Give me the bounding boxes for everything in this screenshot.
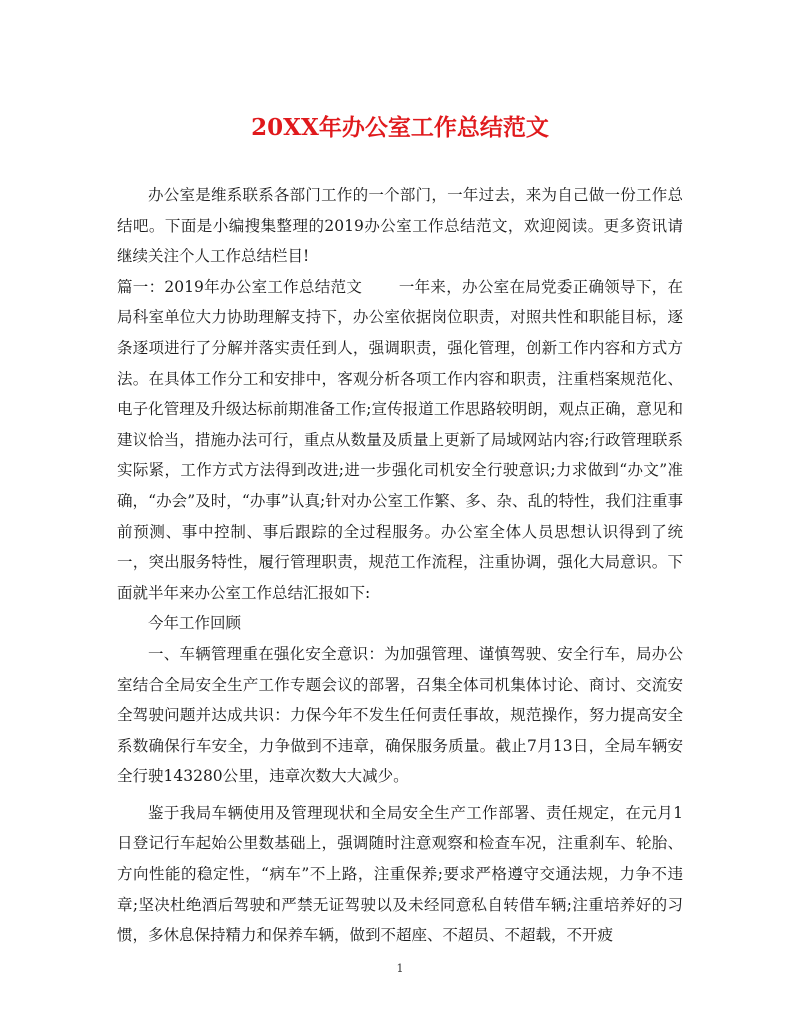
vehicle-rules-paragraph: 鉴于我局车辆使用及管理现状和全局安全生产工作部署、责任规定，在元月1日登记行车起始公里数基础上，强调随时注意观察和检查车况，注重刹车、轮胎、方向性能的稳定性，“病车”不上路，注重保养;要求严格遵守交通法规，力争不违章;坚决杜绝酒后驾驶和严禁无证驾驶以及未经同意私自转借车辆;注重培养好的习惯，多休息保持精力和保养车辆，做到不超座、不超员、不超载，不开疲 [117,803,683,945]
section-one-heading: 篇一：2019年办公室工作总结范文 [117,277,363,296]
vehicle-management-paragraph: 一、车辆管理重在强化安全意识：为加强管理、谨慎驾驶、安全行车，局办公室结合全局安全生产工作专题会议的部署，召集全体司机集体讨论、商讨、交流安全驾驶问题并达成共识：力保今年不发生任何责任事故，规范操作，努力提高安全系数确保行车安全，力争做到不违章，确保服务质量。截止7月13日，全局车辆安全行驶143280公里，违章次数大大减少。 [117,644,683,786]
page-number: 1 [396,962,404,975]
intro-paragraph: 办公室是维系联系各部门工作的一个部门，一年过去，来为自己做一份工作总结吧。下面是小编搜集整理的2019办公室工作总结范文，欢迎阅读。更多资讯请继续关注个人工作总结栏目! [117,186,683,266]
document-title: 20XX年办公室工作总结范文 [251,114,549,141]
review-heading: 今年工作回顾 [148,614,242,633]
document-body [117,180,683,951]
section-one-paragraph [117,272,683,609]
section-one-body: 一年来，办公室在局党委正确领导下，在局科室单位大力协助理解支持下，办公室依据岗位职责，对照共性和职能目标，逐条逐项进行了分解并落实责任到人，强调职责，强化管理，创新工作内容和方式方法。在具体工作分工和安排中，客观分析各项工作内容和职责，注重档案规范化、电子化管理及升级达标前期准备工作;宣传报道工作思路较明朗，观点正确，意见和建议恰当，措施办法可行，重点从数量及质量上更新了局域网站内容;行政管理联系实际紧，工作方式方法得到改进;进一步强化司机安全行驶意识;力求做到“办文”准确，“办会”及时，“办事”认真;针对办公室工作繁、多、杂、乱的特性，我们注重事前预测、事中控制、事后跟踪的全过程服务。办公室全体人员思想认识得到了统一，突出服务特性，履行管理职责，规范工作流程，注重协调，强化大局意识。下面就半年来办公室工作总结汇报如下: [117,277,683,602]
